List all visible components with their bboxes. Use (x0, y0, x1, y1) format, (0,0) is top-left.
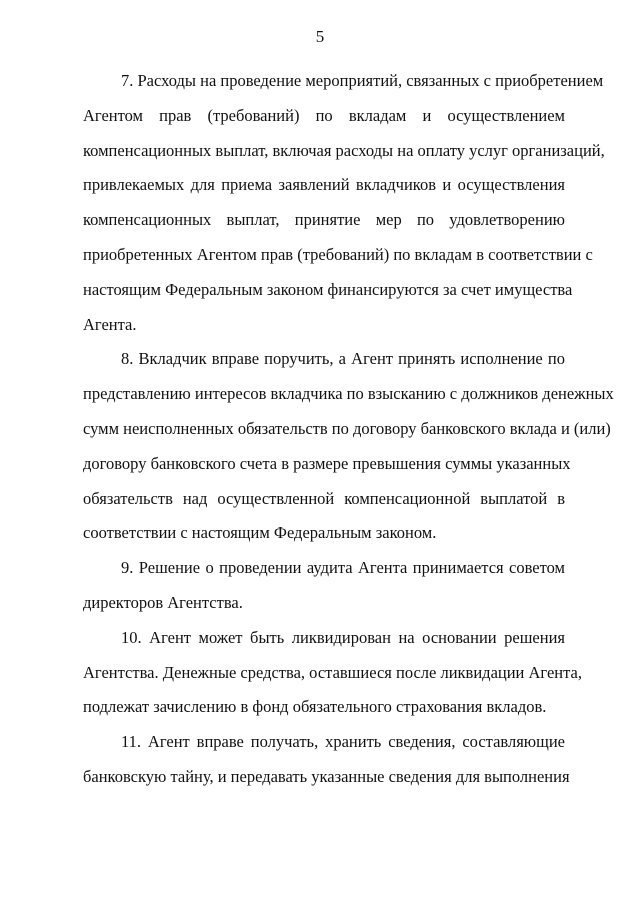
text-line: соответствии с настоящим Федеральным законом. (83, 523, 437, 543)
paragraph-10 (83, 621, 582, 725)
text-line: директоров Агентства. (83, 592, 243, 612)
document-body (83, 64, 614, 795)
text-line: 11. Агент вправе получать, хранить сведения, составляющие (121, 732, 565, 752)
paragraph-11 (83, 725, 570, 795)
text-line: обязательств над осуществленной компенсационной выплатой в (83, 488, 565, 508)
text-line: 10. Агент может быть ликвидирован на основании решения (121, 627, 565, 647)
text-line: привлекаемых для приема заявлений вкладчиков и осуществления (83, 175, 565, 195)
text-line: 7. Расходы на проведение мероприятий, связанных с приобретением (121, 71, 604, 90)
text-line: подлежат зачислению в фонд обязательного страхования вкладов. (83, 697, 547, 717)
page-number: 5 (315, 27, 325, 46)
text-line: компенсационных выплат, включая расходы на оплату услуг организаций, (83, 140, 605, 160)
text-line: представлению интересов вкладчика по взысканию с должников денежных (83, 384, 614, 404)
text-line: настоящим Федеральным законом финансируются за счет имущества (83, 279, 573, 299)
text-line: Агентства. Денежные средства, оставшиеся после ликвидации Агента, (83, 662, 582, 682)
text-line: 9. Решение о проведении аудита Агента принимается советом (121, 558, 565, 578)
text-line: Агента. (83, 314, 137, 334)
text-line: компенсационных выплат, принятие мер по удовлетворению (83, 210, 565, 230)
text-line: банковскую тайну, и передавать указанные сведения для выполнения (83, 766, 570, 786)
text-line: Агентом прав (требований) по вкладам и осуществлением (83, 105, 565, 125)
paragraph-7 (83, 64, 605, 342)
text-line: сумм неисполненных обязательств по договору банковского вклада и (или) (83, 418, 611, 438)
text-line: приобретенных Агентом прав (требований) по вкладам в соответствии с (83, 244, 593, 264)
paragraph-8 (83, 342, 614, 551)
text-line: договору банковского счета в размере превышения суммы указанных (83, 453, 571, 473)
text-line: 8. Вкладчик вправе поручить, а Агент принять исполнение по (121, 349, 565, 369)
paragraph-9 (83, 551, 565, 621)
